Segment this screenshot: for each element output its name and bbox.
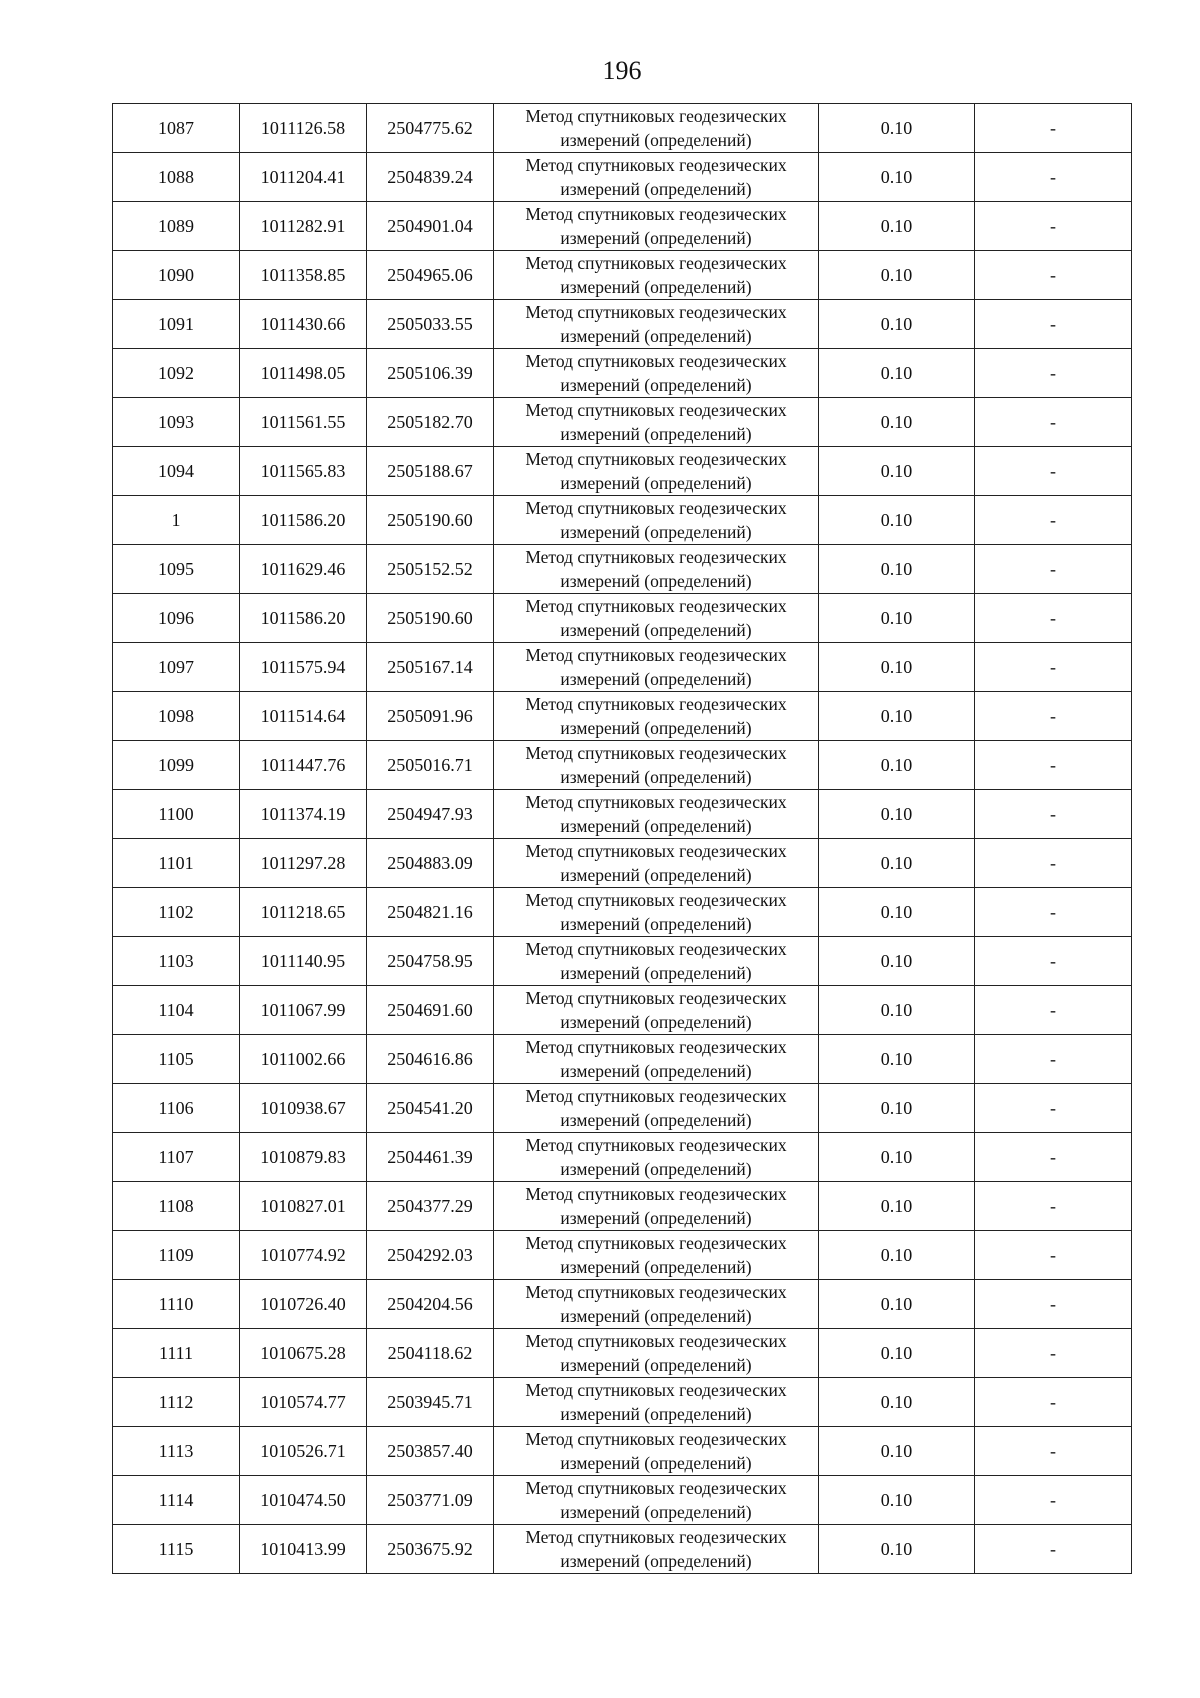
- x-coordinate-cell: 1011514.64: [240, 692, 367, 741]
- point-number-cell: 1108: [113, 1182, 240, 1231]
- accuracy-cell: 0.10: [819, 1231, 975, 1280]
- method-line-2: измерений (определений): [560, 816, 752, 836]
- method-cell: [494, 594, 819, 643]
- table-row: [113, 349, 1132, 398]
- table-row: [113, 1133, 1132, 1182]
- accuracy-cell: 0.10: [819, 1476, 975, 1525]
- method-line-2: измерений (определений): [560, 375, 752, 395]
- x-coordinate-cell: 1011126.58: [240, 104, 367, 153]
- point-number-cell: 1090: [113, 251, 240, 300]
- y-coordinate-cell: 2504821.16: [367, 888, 494, 937]
- method-cell: [494, 643, 819, 692]
- table-row: [113, 692, 1132, 741]
- accuracy-cell: 0.10: [819, 986, 975, 1035]
- method-cell: [494, 839, 819, 888]
- method-line-2: измерений (определений): [560, 1159, 752, 1179]
- accuracy-cell: 0.10: [819, 643, 975, 692]
- method-line-2: измерений (определений): [560, 1208, 752, 1228]
- method-line-2: измерений (определений): [560, 473, 752, 493]
- accuracy-cell: 0.10: [819, 937, 975, 986]
- method-line-2: измерений (определений): [560, 914, 752, 934]
- point-number-cell: 1111: [113, 1329, 240, 1378]
- table-row: [113, 643, 1132, 692]
- note-cell: -: [975, 300, 1132, 349]
- table-row: [113, 1035, 1132, 1084]
- method-cell: [494, 545, 819, 594]
- method-line-2: измерений (определений): [560, 1502, 752, 1522]
- y-coordinate-cell: 2504758.95: [367, 937, 494, 986]
- y-coordinate-cell: 2505188.67: [367, 447, 494, 496]
- method-line-2: измерений (определений): [560, 571, 752, 591]
- method-cell: [494, 1378, 819, 1427]
- x-coordinate-cell: 1010474.50: [240, 1476, 367, 1525]
- x-coordinate-cell: 1011586.20: [240, 594, 367, 643]
- x-coordinate-cell: 1011430.66: [240, 300, 367, 349]
- y-coordinate-cell: 2504965.06: [367, 251, 494, 300]
- table-row: [113, 937, 1132, 986]
- note-cell: -: [975, 1084, 1132, 1133]
- accuracy-cell: 0.10: [819, 1427, 975, 1476]
- point-number-cell: 1089: [113, 202, 240, 251]
- method-line-1: Метод спутниковых геодезических: [525, 1429, 787, 1449]
- point-number-cell: 1114: [113, 1476, 240, 1525]
- accuracy-cell: 0.10: [819, 1084, 975, 1133]
- table-row: [113, 496, 1132, 545]
- y-coordinate-cell: 2505167.14: [367, 643, 494, 692]
- y-coordinate-cell: 2504204.56: [367, 1280, 494, 1329]
- method-cell: [494, 496, 819, 545]
- note-cell: -: [975, 1035, 1132, 1084]
- note-cell: -: [975, 349, 1132, 398]
- accuracy-cell: 0.10: [819, 839, 975, 888]
- method-line-1: Метод спутниковых геодезических: [525, 743, 787, 763]
- method-line-1: Метод спутниковых геодезических: [525, 547, 787, 567]
- table-row: [113, 1329, 1132, 1378]
- table-row: [113, 1378, 1132, 1427]
- x-coordinate-cell: 1011297.28: [240, 839, 367, 888]
- note-cell: -: [975, 643, 1132, 692]
- method-cell: [494, 300, 819, 349]
- note-cell: -: [975, 741, 1132, 790]
- method-cell: [494, 888, 819, 937]
- method-line-1: Метод спутниковых геодезических: [525, 792, 787, 812]
- y-coordinate-cell: 2505033.55: [367, 300, 494, 349]
- accuracy-cell: 0.10: [819, 1378, 975, 1427]
- method-line-2: измерений (определений): [560, 1012, 752, 1032]
- method-cell: [494, 692, 819, 741]
- accuracy-cell: 0.10: [819, 888, 975, 937]
- point-number-cell: 1097: [113, 643, 240, 692]
- method-line-1: Метод спутниковых геодезических: [525, 1037, 787, 1057]
- accuracy-cell: 0.10: [819, 1329, 975, 1378]
- point-number-cell: 1096: [113, 594, 240, 643]
- point-number-cell: 1101: [113, 839, 240, 888]
- point-number-cell: 1: [113, 496, 240, 545]
- method-line-1: Метод спутниковых геодезических: [525, 106, 787, 126]
- point-number-cell: 1107: [113, 1133, 240, 1182]
- method-cell: [494, 1329, 819, 1378]
- x-coordinate-cell: 1010827.01: [240, 1182, 367, 1231]
- y-coordinate-cell: 2505091.96: [367, 692, 494, 741]
- method-cell: [494, 1427, 819, 1476]
- note-cell: -: [975, 1427, 1132, 1476]
- method-line-2: измерений (определений): [560, 130, 752, 150]
- method-line-1: Метод спутниковых геодезических: [525, 253, 787, 273]
- x-coordinate-cell: 1010675.28: [240, 1329, 367, 1378]
- accuracy-cell: 0.10: [819, 741, 975, 790]
- method-line-1: Метод спутниковых геодезических: [525, 1086, 787, 1106]
- x-coordinate-cell: 1011498.05: [240, 349, 367, 398]
- coordinates-table: [112, 103, 1132, 1574]
- point-number-cell: 1091: [113, 300, 240, 349]
- note-cell: -: [975, 1476, 1132, 1525]
- method-line-1: Метод спутниковых геодезических: [525, 939, 787, 959]
- table-row: [113, 986, 1132, 1035]
- point-number-cell: 1087: [113, 104, 240, 153]
- method-cell: [494, 1035, 819, 1084]
- method-line-1: Метод спутниковых геодезических: [525, 204, 787, 224]
- y-coordinate-cell: 2505190.60: [367, 496, 494, 545]
- point-number-cell: 1104: [113, 986, 240, 1035]
- method-line-1: Метод спутниковых геодезических: [525, 1478, 787, 1498]
- method-line-1: Метод спутниковых геодезических: [525, 449, 787, 469]
- method-cell: [494, 937, 819, 986]
- point-number-cell: 1098: [113, 692, 240, 741]
- x-coordinate-cell: 1010413.99: [240, 1525, 367, 1574]
- x-coordinate-cell: 1010938.67: [240, 1084, 367, 1133]
- y-coordinate-cell: 2504691.60: [367, 986, 494, 1035]
- accuracy-cell: 0.10: [819, 790, 975, 839]
- point-number-cell: 1088: [113, 153, 240, 202]
- method-line-1: Метод спутниковых геодезических: [525, 1184, 787, 1204]
- method-cell: [494, 202, 819, 251]
- method-line-2: измерений (определений): [560, 620, 752, 640]
- note-cell: -: [975, 986, 1132, 1035]
- method-line-1: Метод спутниковых геодезических: [525, 841, 787, 861]
- table-row: [113, 594, 1132, 643]
- x-coordinate-cell: 1010879.83: [240, 1133, 367, 1182]
- method-cell: [494, 741, 819, 790]
- method-cell: [494, 986, 819, 1035]
- point-number-cell: 1105: [113, 1035, 240, 1084]
- method-line-2: измерений (определений): [560, 522, 752, 542]
- table-row: [113, 1525, 1132, 1574]
- method-cell: [494, 1231, 819, 1280]
- x-coordinate-cell: 1010526.71: [240, 1427, 367, 1476]
- method-line-2: измерений (определений): [560, 1257, 752, 1277]
- method-line-2: измерений (определений): [560, 1306, 752, 1326]
- note-cell: -: [975, 1378, 1132, 1427]
- note-cell: -: [975, 888, 1132, 937]
- method-line-2: измерений (определений): [560, 1551, 752, 1571]
- point-number-cell: 1103: [113, 937, 240, 986]
- table-row: [113, 1476, 1132, 1525]
- method-line-1: Метод спутниковых геодезических: [525, 1233, 787, 1253]
- method-cell: [494, 251, 819, 300]
- note-cell: -: [975, 104, 1132, 153]
- method-line-2: измерений (определений): [560, 326, 752, 346]
- method-line-1: Метод спутниковых геодезических: [525, 498, 787, 518]
- note-cell: -: [975, 594, 1132, 643]
- accuracy-cell: 0.10: [819, 398, 975, 447]
- note-cell: -: [975, 692, 1132, 741]
- method-line-1: Метод спутниковых геодезических: [525, 694, 787, 714]
- table-row: [113, 104, 1132, 153]
- table-row: [113, 251, 1132, 300]
- table-row: [113, 398, 1132, 447]
- x-coordinate-cell: 1010774.92: [240, 1231, 367, 1280]
- point-number-cell: 1110: [113, 1280, 240, 1329]
- table-row: [113, 202, 1132, 251]
- method-line-2: измерений (определений): [560, 718, 752, 738]
- x-coordinate-cell: 1011358.85: [240, 251, 367, 300]
- method-line-2: измерений (определений): [560, 1110, 752, 1130]
- point-number-cell: 1112: [113, 1378, 240, 1427]
- y-coordinate-cell: 2504775.62: [367, 104, 494, 153]
- note-cell: -: [975, 251, 1132, 300]
- x-coordinate-cell: 1011140.95: [240, 937, 367, 986]
- y-coordinate-cell: 2504883.09: [367, 839, 494, 888]
- method-cell: [494, 398, 819, 447]
- accuracy-cell: 0.10: [819, 153, 975, 202]
- accuracy-cell: 0.10: [819, 349, 975, 398]
- x-coordinate-cell: 1011565.83: [240, 447, 367, 496]
- x-coordinate-cell: 1011204.41: [240, 153, 367, 202]
- table-row: [113, 741, 1132, 790]
- x-coordinate-cell: 1011447.76: [240, 741, 367, 790]
- x-coordinate-cell: 1011561.55: [240, 398, 367, 447]
- y-coordinate-cell: 2504901.04: [367, 202, 494, 251]
- y-coordinate-cell: 2504616.86: [367, 1035, 494, 1084]
- method-line-2: измерений (определений): [560, 865, 752, 885]
- note-cell: -: [975, 398, 1132, 447]
- method-cell: [494, 1525, 819, 1574]
- y-coordinate-cell: 2504541.20: [367, 1084, 494, 1133]
- y-coordinate-cell: 2504947.93: [367, 790, 494, 839]
- y-coordinate-cell: 2504377.29: [367, 1182, 494, 1231]
- method-line-1: Метод спутниковых геодезических: [525, 1527, 787, 1547]
- accuracy-cell: 0.10: [819, 692, 975, 741]
- point-number-cell: 1106: [113, 1084, 240, 1133]
- note-cell: -: [975, 937, 1132, 986]
- method-line-2: измерений (определений): [560, 277, 752, 297]
- accuracy-cell: 0.10: [819, 1035, 975, 1084]
- accuracy-cell: 0.10: [819, 300, 975, 349]
- method-cell: [494, 104, 819, 153]
- x-coordinate-cell: 1010726.40: [240, 1280, 367, 1329]
- accuracy-cell: 0.10: [819, 594, 975, 643]
- point-number-cell: 1099: [113, 741, 240, 790]
- method-line-2: измерений (определений): [560, 963, 752, 983]
- method-line-1: Метод спутниковых геодезических: [525, 400, 787, 420]
- note-cell: -: [975, 1133, 1132, 1182]
- y-coordinate-cell: 2504118.62: [367, 1329, 494, 1378]
- method-cell: [494, 153, 819, 202]
- y-coordinate-cell: 2505106.39: [367, 349, 494, 398]
- accuracy-cell: 0.10: [819, 1525, 975, 1574]
- table-row: [113, 1427, 1132, 1476]
- accuracy-cell: 0.10: [819, 104, 975, 153]
- table-row: [113, 1280, 1132, 1329]
- accuracy-cell: 0.10: [819, 1280, 975, 1329]
- note-cell: -: [975, 447, 1132, 496]
- point-number-cell: 1095: [113, 545, 240, 594]
- method-line-1: Метод спутниковых геодезических: [525, 645, 787, 665]
- method-line-2: измерений (определений): [560, 179, 752, 199]
- point-number-cell: 1102: [113, 888, 240, 937]
- y-coordinate-cell: 2505016.71: [367, 741, 494, 790]
- table-row: [113, 1231, 1132, 1280]
- note-cell: -: [975, 1525, 1132, 1574]
- y-coordinate-cell: 2503857.40: [367, 1427, 494, 1476]
- method-line-2: измерений (определений): [560, 1453, 752, 1473]
- y-coordinate-cell: 2504461.39: [367, 1133, 494, 1182]
- method-line-2: измерений (определений): [560, 1355, 752, 1375]
- table-row: [113, 888, 1132, 937]
- x-coordinate-cell: 1011218.65: [240, 888, 367, 937]
- method-line-1: Метод спутниковых геодезических: [525, 890, 787, 910]
- point-number-cell: 1109: [113, 1231, 240, 1280]
- method-line-1: Метод спутниковых геодезических: [525, 1282, 787, 1302]
- point-number-cell: 1093: [113, 398, 240, 447]
- x-coordinate-cell: 1011067.99: [240, 986, 367, 1035]
- y-coordinate-cell: 2505182.70: [367, 398, 494, 447]
- method-line-1: Метод спутниковых геодезических: [525, 155, 787, 175]
- accuracy-cell: 0.10: [819, 251, 975, 300]
- method-cell: [494, 1084, 819, 1133]
- x-coordinate-cell: 1011575.94: [240, 643, 367, 692]
- y-coordinate-cell: 2504839.24: [367, 153, 494, 202]
- method-line-1: Метод спутниковых геодезических: [525, 1331, 787, 1351]
- method-cell: [494, 1476, 819, 1525]
- table-row: [113, 790, 1132, 839]
- method-cell: [494, 349, 819, 398]
- method-cell: [494, 1133, 819, 1182]
- method-line-2: измерений (определений): [560, 1061, 752, 1081]
- method-line-2: измерений (определений): [560, 767, 752, 787]
- y-coordinate-cell: 2503945.71: [367, 1378, 494, 1427]
- accuracy-cell: 0.10: [819, 1133, 975, 1182]
- note-cell: -: [975, 153, 1132, 202]
- x-coordinate-cell: 1011586.20: [240, 496, 367, 545]
- method-line-1: Метод спутниковых геодезических: [525, 351, 787, 371]
- table-row: [113, 447, 1132, 496]
- table-row: [113, 839, 1132, 888]
- accuracy-cell: 0.10: [819, 496, 975, 545]
- y-coordinate-cell: 2503771.09: [367, 1476, 494, 1525]
- note-cell: -: [975, 496, 1132, 545]
- point-number-cell: 1100: [113, 790, 240, 839]
- y-coordinate-cell: 2505190.60: [367, 594, 494, 643]
- point-number-cell: 1094: [113, 447, 240, 496]
- page-number: 196: [602, 56, 642, 85]
- note-cell: -: [975, 790, 1132, 839]
- x-coordinate-cell: 1011629.46: [240, 545, 367, 594]
- method-cell: [494, 790, 819, 839]
- note-cell: -: [975, 1329, 1132, 1378]
- accuracy-cell: 0.10: [819, 202, 975, 251]
- method-line-1: Метод спутниковых геодезических: [525, 302, 787, 322]
- method-cell: [494, 1280, 819, 1329]
- method-line-2: измерений (определений): [560, 669, 752, 689]
- table-row: [113, 300, 1132, 349]
- accuracy-cell: 0.10: [819, 447, 975, 496]
- note-cell: -: [975, 202, 1132, 251]
- method-line-1: Метод спутниковых геодезических: [525, 988, 787, 1008]
- y-coordinate-cell: 2504292.03: [367, 1231, 494, 1280]
- x-coordinate-cell: 1011374.19: [240, 790, 367, 839]
- y-coordinate-cell: 2505152.52: [367, 545, 494, 594]
- point-number-cell: 1115: [113, 1525, 240, 1574]
- x-coordinate-cell: 1010574.77: [240, 1378, 367, 1427]
- accuracy-cell: 0.10: [819, 545, 975, 594]
- accuracy-cell: 0.10: [819, 1182, 975, 1231]
- table-row: [113, 1084, 1132, 1133]
- method-line-1: Метод спутниковых геодезических: [525, 596, 787, 616]
- table-row: [113, 153, 1132, 202]
- coordinates-table-body: [113, 104, 1132, 1574]
- method-cell: [494, 447, 819, 496]
- x-coordinate-cell: 1011282.91: [240, 202, 367, 251]
- note-cell: -: [975, 1231, 1132, 1280]
- method-line-2: измерений (определений): [560, 424, 752, 444]
- point-number-cell: 1092: [113, 349, 240, 398]
- method-line-2: измерений (определений): [560, 1404, 752, 1424]
- table-row: [113, 545, 1132, 594]
- method-line-2: измерений (определений): [560, 228, 752, 248]
- method-line-1: Метод спутниковых геодезических: [525, 1380, 787, 1400]
- point-number-cell: 1113: [113, 1427, 240, 1476]
- table-row: [113, 1182, 1132, 1231]
- method-line-1: Метод спутниковых геодезических: [525, 1135, 787, 1155]
- note-cell: -: [975, 839, 1132, 888]
- method-cell: [494, 1182, 819, 1231]
- note-cell: -: [975, 1182, 1132, 1231]
- note-cell: -: [975, 1280, 1132, 1329]
- y-coordinate-cell: 2503675.92: [367, 1525, 494, 1574]
- x-coordinate-cell: 1011002.66: [240, 1035, 367, 1084]
- note-cell: -: [975, 545, 1132, 594]
